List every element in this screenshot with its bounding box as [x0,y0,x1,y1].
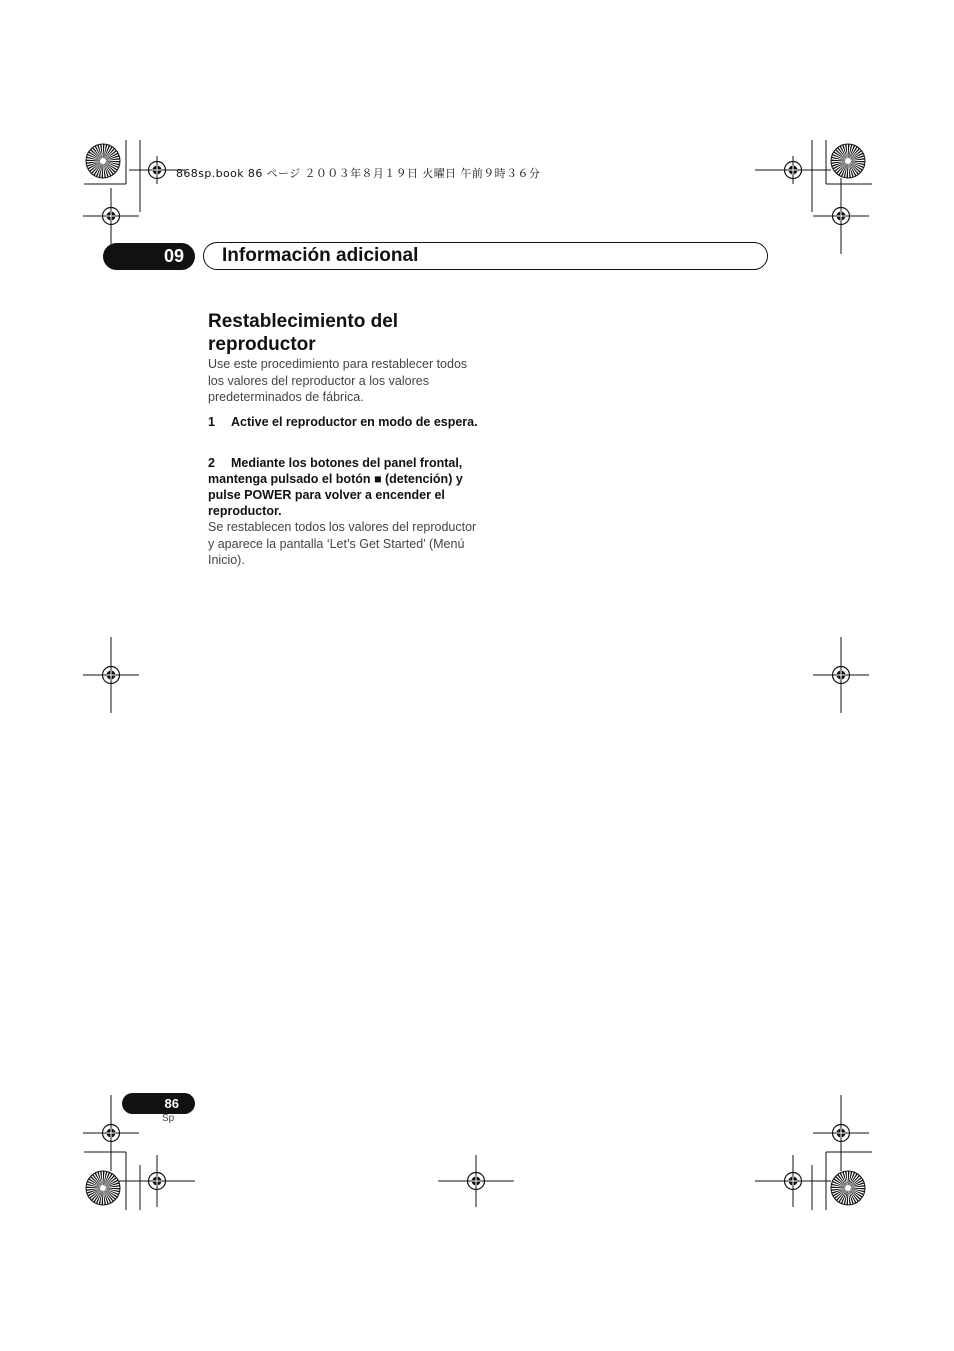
step-1-text: Active el reproductor en modo de espera. [231,415,478,429]
starburst-target-icon [831,144,865,178]
starburst-target-icon [831,1171,865,1205]
step-2-text: Mediante los botones del panel frontal, mantenga pulsado el botón ■ (detención) y pulse POWER para volver a encender el reproductor. [208,456,463,518]
starburst-target-icon [86,144,120,178]
section-heading-line1: Restablecimiento del [208,311,399,332]
registration-mark-icon [83,188,139,244]
section-heading [208,310,478,356]
page-number: 86 [164,1096,179,1111]
chapter-title: Información adicional [222,245,419,266]
chapter-number: 09 [163,246,184,266]
chapter-title-bar [203,242,768,270]
section-heading-line2: reproductor [208,334,316,355]
step-1-number: 1 [208,415,215,429]
step-1 [208,414,480,430]
page-language: Sp [162,1113,175,1124]
registration-mark-icon [83,637,139,713]
result-paragraph: Se restablecen todos los valores del reproductor y aparece la pantalla ‘Let’s Get Started’ (Menú Inicio). [208,520,477,567]
print-header: 868sp.book 86 ページ ２００３年８月１９日 火曜日 午前９時３６分 [176,167,541,180]
registration-mark-icon [755,156,831,184]
registration-mark-icon [755,1155,831,1207]
intro-paragraph: Use este procedimiento para restablecer todos los valores del reproductor a los valores predeterminados de fábrica. [208,357,468,404]
starburst-target-icon [86,1171,120,1205]
chapter-number-badge [103,243,195,270]
step-2 [208,455,480,519]
registration-mark-icon [813,637,869,713]
registration-mark-icon [438,1155,514,1207]
registration-mark-icon [119,1155,195,1207]
registration-mark-icon [813,178,869,254]
page-number-badge [122,1093,195,1114]
step-2-number: 2 [208,456,215,470]
registration-mark-icon [813,1095,869,1171]
